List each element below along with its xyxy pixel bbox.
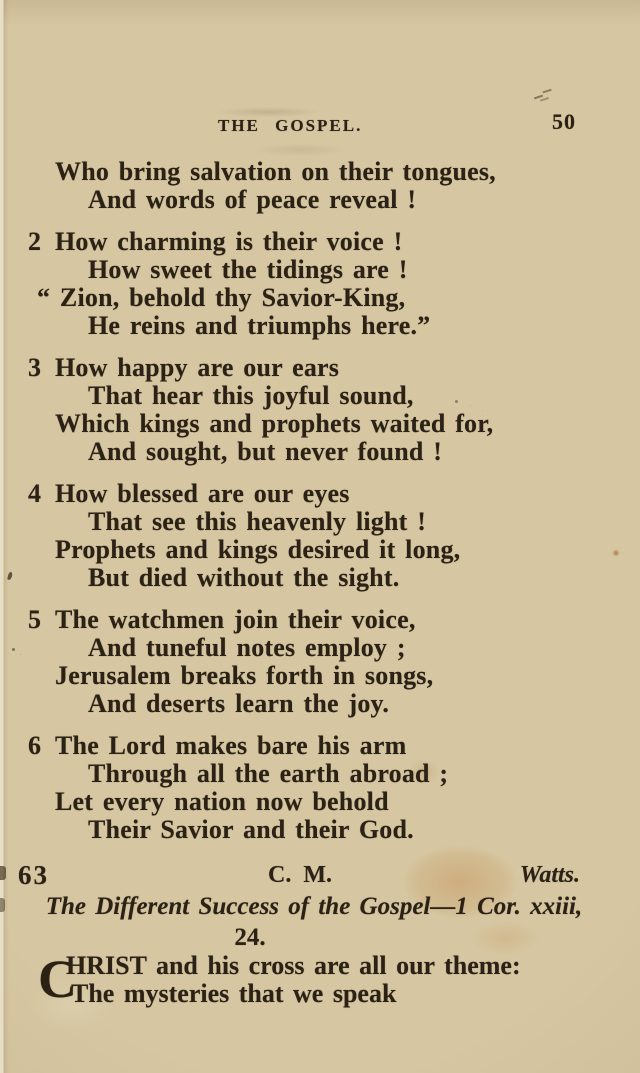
verse-line: And deserts learn the joy. — [88, 689, 390, 718]
verse-line: How sweet the tidings are ! — [88, 255, 408, 284]
running-header-title: THE GOSPEL. — [218, 116, 363, 135]
verse-line: Who bring salvation on their tongues, — [55, 157, 496, 186]
pencil-marks — [534, 95, 543, 100]
continued-stanza — [55, 158, 640, 214]
verse-number: 6 — [28, 731, 42, 760]
verse-number: 2 — [28, 227, 42, 256]
verse-3 — [28, 353, 640, 466]
verse-2 — [28, 227, 640, 340]
hymn-author: Watts. — [519, 862, 580, 888]
hymn-meter: C. M. — [268, 862, 332, 888]
page-edge-bleed-mark — [0, 866, 6, 880]
verse-line: That see this heavenly light ! — [88, 507, 427, 536]
verse-line: Which kings and prophets waited for, — [55, 409, 494, 438]
verse-line: That hear this joyful sound, — [88, 381, 414, 410]
ink-speck — [12, 648, 15, 651]
verse-line: But died without the sight. — [88, 563, 400, 592]
stanzas — [28, 157, 640, 858]
verse-6 — [28, 731, 640, 844]
verse-line: How charming is their voice ! — [55, 227, 403, 256]
verse-line: And tuneful notes employ ; — [88, 633, 406, 662]
ink-speck — [7, 572, 13, 581]
ink-speck — [455, 400, 458, 403]
verse-line: Prophets and kings desired it long, — [55, 535, 461, 564]
verse-number: 3 — [28, 353, 42, 382]
verse-number: 4 — [28, 479, 42, 508]
dropcap-letter: C — [38, 949, 77, 1009]
verse-line: He reins and triumphs here.” — [88, 311, 431, 340]
opening-line: The mysteries that we speak — [71, 979, 397, 1008]
verse-line: The Lord makes bare his arm — [55, 731, 407, 760]
page-number: 50 — [552, 109, 576, 134]
hymn-title: The Different Success of the Gospel—1 Cor. xxiii, — [45, 893, 583, 920]
hymn-opening — [38, 949, 521, 1009]
opening-line: HRIST and his cross are all our theme: — [66, 951, 521, 980]
verse-5 — [28, 605, 640, 718]
verse-line: Through all the earth abroad ; — [88, 759, 449, 788]
verse-line: And sought, but never found ! — [88, 437, 443, 466]
verse-line: How blessed are our eyes — [55, 479, 350, 508]
verse-line: And words of peace reveal ! — [88, 185, 417, 214]
verse-number: 5 — [28, 605, 42, 634]
verse-line: How happy are our ears — [55, 353, 340, 382]
verse-line: Jerusalem breaks forth in songs, — [55, 661, 434, 690]
hymn-title-continuation: 24. — [234, 924, 266, 951]
verse-line: “ Zion, behold thy Savior-King, — [37, 283, 406, 312]
verse-line: The watchmen join their voice, — [55, 605, 416, 634]
next-hymn-heading — [0, 860, 640, 888]
hymn-number: 63 — [18, 860, 49, 890]
verse-4 — [28, 479, 640, 592]
verse-line: Let every nation now behold — [55, 787, 389, 816]
verse-line: Their Savior and their God. — [88, 815, 414, 844]
page-edge-bleed-mark — [0, 898, 5, 912]
